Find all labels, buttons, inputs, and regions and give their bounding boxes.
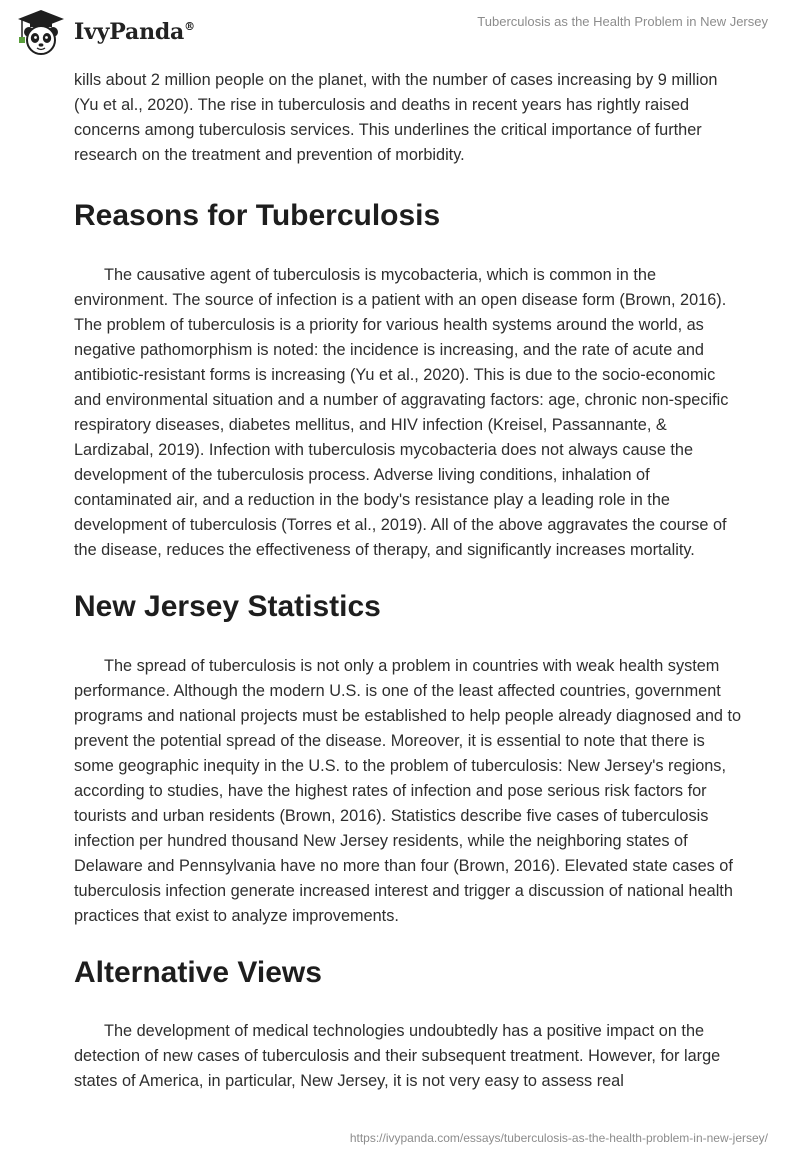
panda-graduate-icon xyxy=(12,8,70,56)
intro-paragraph: kills about 2 million people on the planet, with the number of cases increasing by 9 million (Yu et al., 2020). The rise in tuberculosis and deaths in recent years has rightly raised concerns among tuberculosis services. This underlines the critical importance of further research on the treatment and prevention of morbidity. xyxy=(74,71,718,164)
heading-new-jersey-statistics: New Jersey Statistics xyxy=(74,590,381,623)
registered-mark: ® xyxy=(184,20,195,33)
footer-url-link[interactable]: https://ivypanda.com/essays/tuberculosis-as-the-health-problem-in-new-jersey/ xyxy=(349,1131,768,1145)
logo-text: IvyPanda xyxy=(74,19,185,45)
statistics-paragraph: The spread of tuberculosis is not only a problem in countries with weak health system performance. Although the modern U.S. is one of the least affected countries, government programs and national projects must be established to help people already diagnosed and to prevent the potential spread of the disease. Moreover, it is essential to note that there is some geographic inequity in the U.S. to the problem of tuberculosis: New Jersey's regions, according to studies, have the highest rates of infection and pose serious risk factors for tourists and urban residents (Brown, 2016). Statistics describe five cases of tuberculosis infection per hundred thousand New Jersey residents, while the neighboring states of Delaware and Pennsylvania have no more than four (Brown, 2016). Elevated state cases of tuberculosis infection generate increased interest and trigger a discussion of national health practices that exist to analyze improvements. xyxy=(74,657,742,925)
reasons-paragraph: The causative agent of tuberculosis is mycobacteria, which is common in the environment. The source of infection is a patient with an open disease form (Brown, 2016). The problem of tuberculosis is a priority for various health systems around the world, as negative pathomorphism is noted: the incidence is increasing, and the rate of acute and antibiotic-resistant forms is increasing (Yu et al., 2020). This is due to the socio-economic and environmental situation and a number of aggravating factors: age, chronic non-specific respiratory diseases, diabetes mellitus, and HIV infection (Kreisel, Passannante, & Lardizabal, 2019). Infection with tuberculosis mycobacteria does not always cause the development of the tuberculosis process. Adverse living conditions, inhalation of contaminated air, and a reduction in the body's resistance play a leading role in the development of tuberculosis (Torres et al., 2019). All of the above aggravates the course of the disease, reduces the effectiveness of therapy, and significantly increases mortality. xyxy=(74,266,729,559)
ivypanda-logo[interactable] xyxy=(12,8,195,56)
alternative-views-paragraph: The development of medical technologies undoubtedly has a positive impact on the detection of new cases of tuberculosis and their subsequent treatment. However, for large states of America, in particular, New Jersey, it is not very easy to assess real xyxy=(74,1022,721,1090)
essay-body xyxy=(74,68,744,1094)
logo-wordmark xyxy=(74,19,195,45)
heading-alternative-views: Alternative Views xyxy=(74,956,322,989)
heading-reasons-for-tuberculosis: Reasons for Tuberculosis xyxy=(74,199,441,232)
page-header xyxy=(0,0,800,66)
running-title: Tuberculosis as the Health Problem in New Jersey xyxy=(477,14,768,29)
